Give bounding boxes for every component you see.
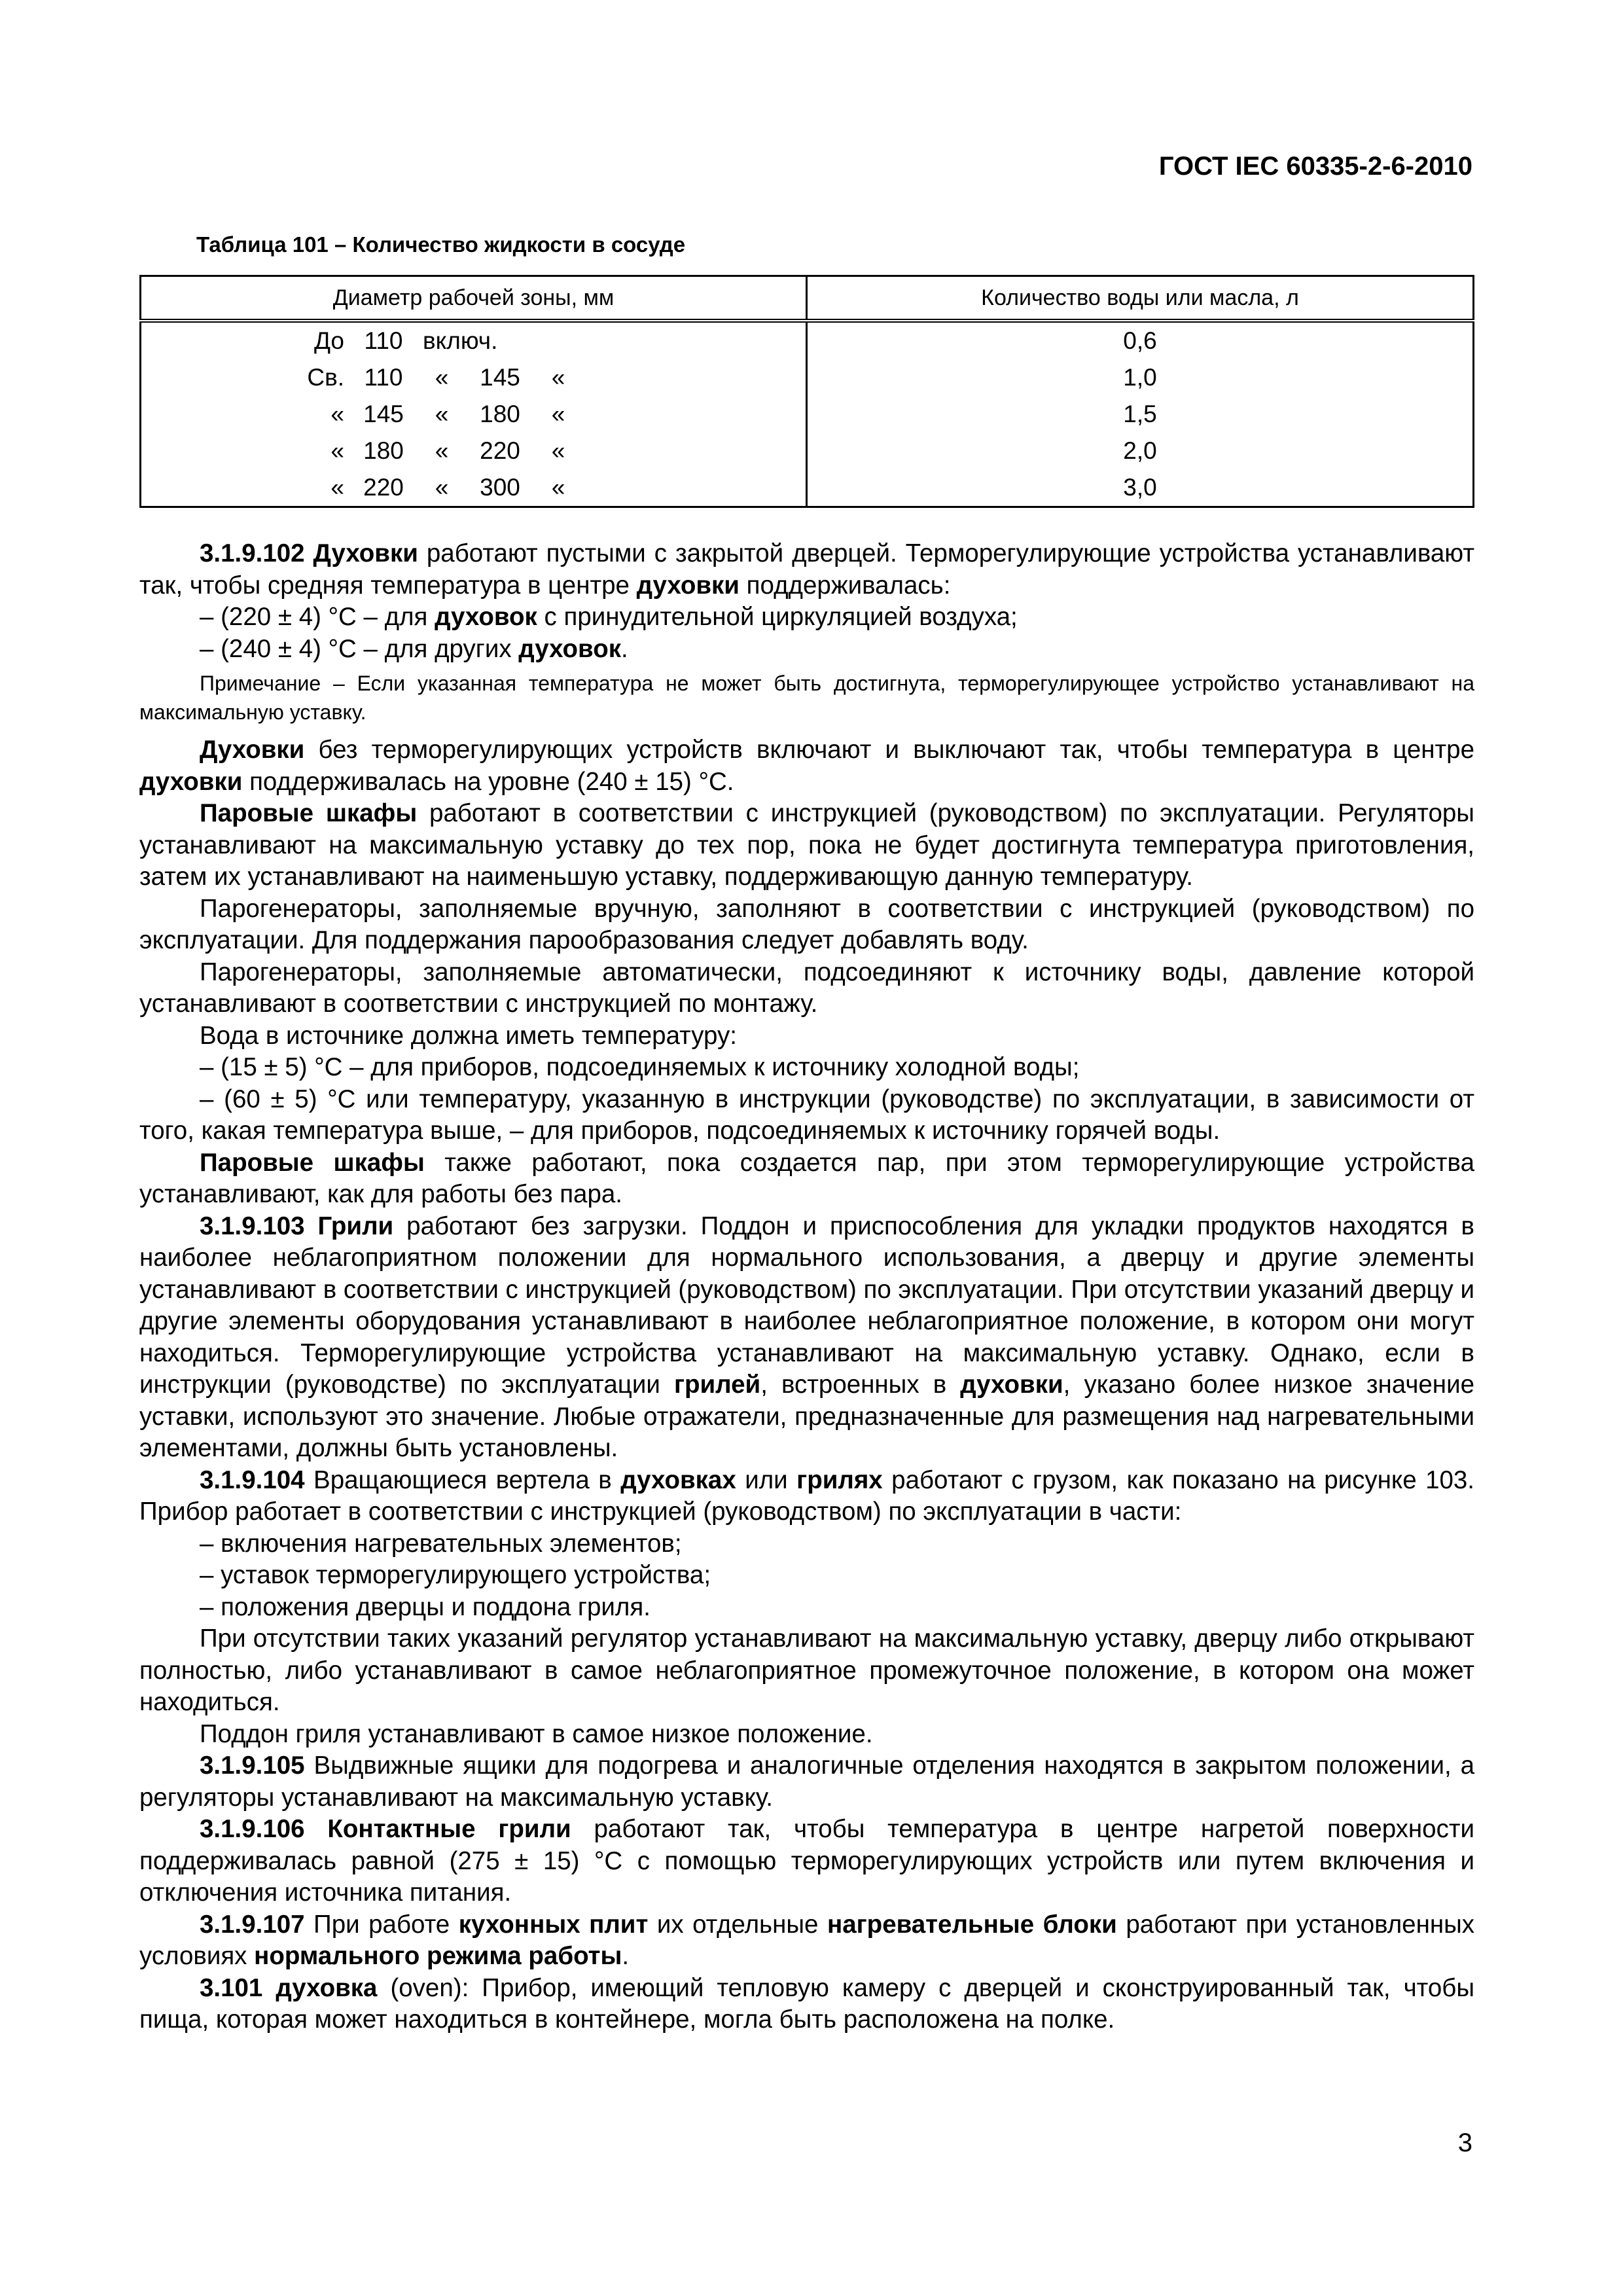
standard-designation: ГОСТ IEC 60335-2-6-2010 [1158,152,1472,181]
page-number: 3 [1457,2128,1472,2157]
range-end: « [551,401,565,427]
list-item [139,601,1474,634]
range-to: включ. [423,327,498,354]
list-text: – (220 ± 4) °С – для [200,603,435,631]
liquid-quantity-table [139,275,1474,508]
range-to: 220 [480,437,520,464]
table-row [141,396,1474,433]
clause-text: работают с грузом, как показано на рисунке 103. Прибор работает в соответствии с инструкцией (руководством) по эксплуатации в части: [139,1465,1474,1526]
table-caption: Таблица 101 – Количество жидкости в сосуде [196,232,686,257]
clause-3-1-9-107 [139,1909,1474,1973]
clause-text: работают при установленных условиях [139,1910,1475,1970]
paragraph-text: работают в соответствии с инструкцией (руководством) по эксплуатации. Регуляторы устанавливают на максимальную уставку до тех пор, пока не будет достигнута температура приготовления, затем их устанавливают на наименьшую уставку, поддерживающую данную температуру. [139,799,1474,891]
term: нагревательные блоки [827,1910,1117,1939]
range-from: 145 [363,401,404,427]
table-row [141,469,1474,507]
column-header-diameter: Диаметр рабочей зоны, мм [141,276,807,321]
range-from: 110 [364,327,403,354]
range-prefix: « [330,401,344,427]
clause-3-101 [139,1973,1474,2036]
diameter-cell [141,396,807,433]
clause-3-1-9-103 [139,1211,1474,1465]
range-from: 110 [364,364,403,391]
table-row [141,359,1474,396]
range-end: « [551,437,565,464]
term: духовок [435,603,537,631]
range-mark: « [435,437,449,464]
range-end: « [551,364,565,391]
list-item: – уставок терморегулирующего устройства; [200,1561,711,1589]
range-mark: « [435,401,449,427]
paragraph-grill-tray: Поддон гриля устанавливают в самое низкое положение. [200,1719,873,1748]
paragraph-water-temperature: Вода в источнике должна иметь температуру: [200,1021,737,1050]
term: духовок [518,634,622,663]
diameter-cell [141,359,807,396]
clause-number-term: 3.1.9.102 Духовки [200,539,418,567]
list-item [139,634,1474,666]
clause-text: , встроенных в [760,1371,961,1399]
volume-cell: 3,0 [807,469,1474,507]
list-text: . [621,634,628,663]
volume-cell: 2,0 [807,433,1474,469]
range-from: 180 [363,437,404,464]
diameter-cell [141,433,807,469]
clause-number: 3.1.9.107 [200,1910,305,1939]
range-prefix: Св. [307,364,344,391]
clause-text: (oven): Прибор, имеющий тепловую камеру с дверцей и сконструированный так, чтобы пища, которая может находиться в контейнере, могла быть расположена на полке. [139,1973,1474,2034]
clause-3-1-9-105 [139,1750,1474,1814]
term: грилей [673,1371,761,1399]
paragraph-steam-cabinets [139,798,1474,893]
paragraph-text: поддерживалась на уровне (240 ± 15) °С. [242,767,734,796]
clause-text: При работе [304,1910,459,1939]
term: духовки [636,571,740,600]
paragraph-steam-generators-auto: Парогенераторы, заполняемые автоматически, подсоединяют к источнику воды, давление которой устанавливают в соответствии с инструкцией по монтажу. [139,958,1474,1018]
clause-3-1-9-102 [139,538,1474,601]
clause-text: Выдвижные ящики для подогрева и аналогичные отделения находятся в закрытом положении, а регуляторы устанавливают на максимальную уставку. [139,1751,1474,1812]
paragraph-absence: При отсутствии таких указаний регулятор устанавливают на максимальную уставку, дверцу либо открывают полностью, либо устанавливают в самое неблагоприятное промежуточное положение, в котором она может находиться. [139,1624,1474,1716]
table-row [141,321,1474,359]
clause-3-1-9-106 [139,1814,1474,1909]
paragraph-steam-generators-manual: Парогенераторы, заполняемые вручную, заполняют в соответствии с инструкцией (руководством) по эксплуатации. Для поддержания парообразования следует добавлять воду. [139,894,1474,954]
term: Паровые шкафы [200,799,418,827]
term: Духовки [200,736,305,764]
volume-cell: 1,0 [807,359,1474,396]
term: грилях [796,1465,883,1494]
clause-text: . [622,1942,630,1970]
paragraph-text: также работают, пока создается пар, при этом терморегулирующие устройства устанавливают, как для работы без пара. [139,1148,1474,1208]
range-prefix: « [330,437,344,464]
table-row [141,433,1474,469]
clause-text: поддерживалась: [739,571,951,600]
clause-number: 3.1.9.105 [200,1751,305,1780]
volume-cell: 0,6 [807,321,1474,359]
clause-text: работают без загрузки. Поддон и приспособления для укладки продуктов находятся в наиболее неблагоприятном положении для нормального использования, а дверцу и другие элементы устанавливают в соответствии с инструкцией (руководством) по эксплуатации. При отсутствии указаний дверцу и другие элементы оборудования устанавливают в наиболее неблагоприятное положение, в котором они могут находиться. Терморегулирующие устройства устанавливают на максимальную уставку. Однако, если в инструкции (руководстве) по эксплуатации [139,1211,1474,1399]
list-item: – (60 ± 5) °С или температуру, указанную в инструкции (руководстве) по эксплуатации, в зависимости от того, какая температура выше, – для приборов, подсоединяемых к источнику горячей воды. [139,1085,1474,1145]
range-to: 300 [480,474,520,501]
clause-3-1-9-104 [139,1465,1474,1528]
term: духовки [960,1371,1063,1399]
clause-text: их отдельные [648,1910,827,1939]
list-text: с принудительной циркуляцией воздуха; [537,603,1018,631]
range-to: 180 [480,401,520,427]
note: Примечание – Если указанная температура не может быть достигнута, терморегулирующее устройство устанавливают на максимальную уставку. [139,672,1474,724]
list-item: – положения дверцы и поддона гриля. [200,1592,651,1621]
document-body [139,538,1474,2036]
clause-text: , указано более низкое значение уставки, используют это значение. Любые отражатели, предназначенные для размещения над нагревательными элементами, должны быть установлены. [139,1371,1474,1462]
term: нормального режима работы [254,1942,622,1970]
diameter-cell [141,469,807,507]
diameter-cell [141,321,807,359]
table-header-row [141,276,1474,321]
clause-text: работают так, чтобы температура в центре нагретой поверхности поддерживалась равной (275 ± 15) °С с помощью терморегулирующих устройств или путем включения и отключения источника питания. [139,1815,1474,1907]
range-mark: « [435,474,449,501]
paragraph-ovens [139,734,1474,798]
term: Паровые шкафы [200,1148,425,1177]
range-end: « [551,474,565,501]
clause-number-term: 3.1.9.103 Грили [200,1211,394,1240]
column-header-volume: Количество воды или масла, л [807,276,1474,321]
range-prefix: « [330,474,344,501]
volume-cell: 1,5 [807,396,1474,433]
clause-text: работают пустыми с закрытой дверцей. Терморегулирующие устройства устанавливают так, чтобы средняя температура в центре [139,539,1474,600]
range-from: 220 [363,474,404,501]
range-to: 145 [480,364,520,391]
range-prefix: До [313,327,344,354]
clause-number: 3.1.9.104 [200,1465,305,1494]
list-text: – (240 ± 4) °С – для других [200,634,519,663]
paragraph-text: без терморегулирующих устройств включают и выключают так, чтобы температура в центре [304,736,1474,764]
clause-number-term: 3.1.9.106 Контактные грили [200,1815,571,1843]
term: кухонных плит [458,1910,649,1939]
clause-text: или [736,1465,797,1494]
term: духовки [139,767,243,796]
paragraph-steam-cabinets-2 [139,1147,1474,1211]
clause-text: Вращающиеся вертела в [304,1465,621,1494]
term: духовках [620,1465,736,1494]
list-item: – включения нагревательных элементов; [200,1529,682,1558]
list-item: – (15 ± 5) °С – для приборов, подсоединяемых к источнику холодной воды; [200,1053,1080,1081]
range-mark: « [435,364,449,391]
clause-number-term: 3.101 духовка [200,1973,378,2002]
